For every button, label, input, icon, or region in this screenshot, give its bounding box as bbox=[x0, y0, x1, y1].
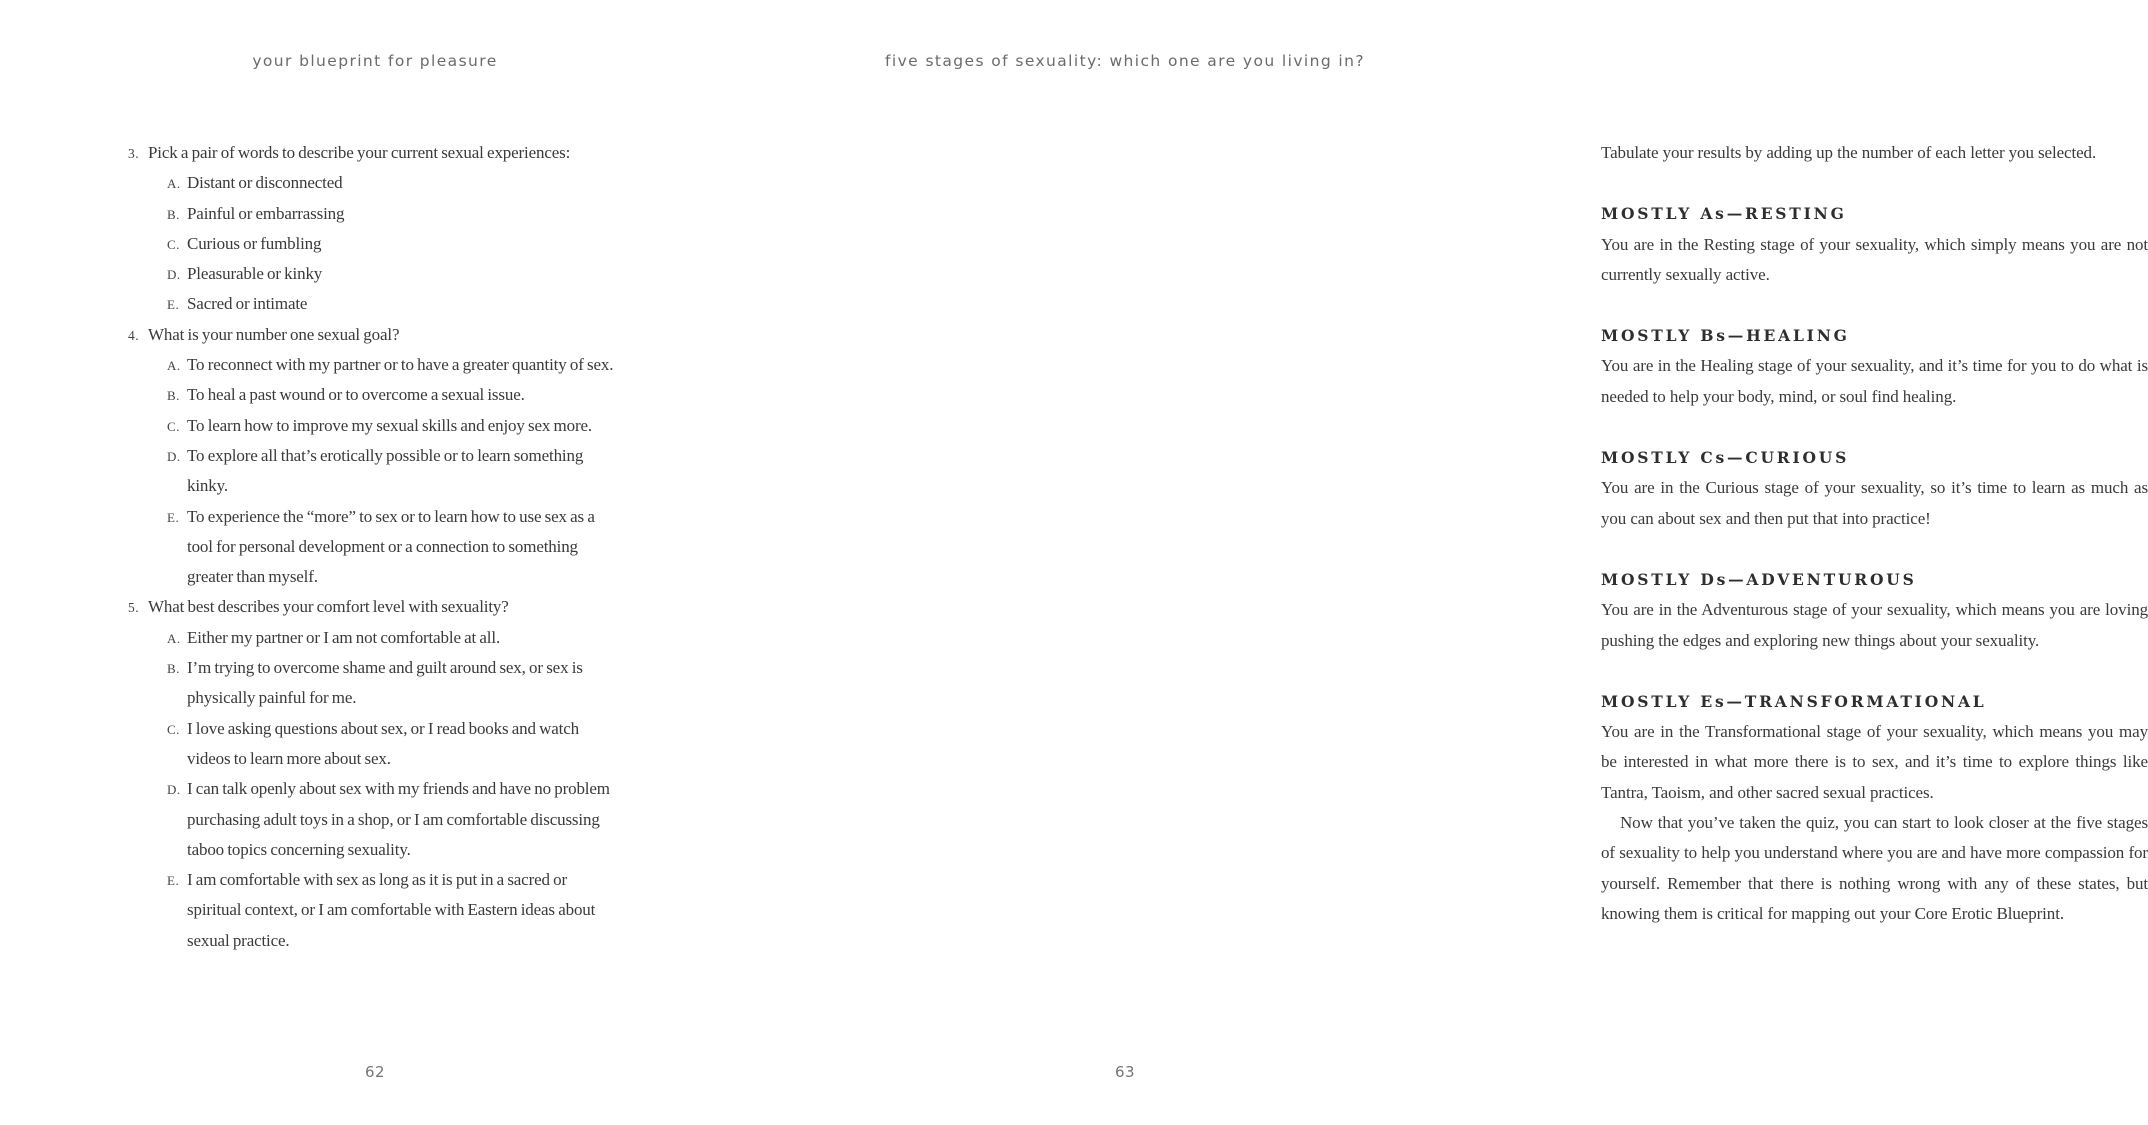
quiz-option bbox=[167, 199, 615, 229]
option-text: Distant or disconnected bbox=[187, 173, 343, 193]
stage-body-adventurous: You are in the Adventurous stage of your sexuality, which means you are loving pushing the edges and exploring new things about your sexuality. bbox=[1601, 600, 2148, 650]
option-letter: B. bbox=[167, 388, 180, 404]
option-text: Sacred or intimate bbox=[187, 294, 308, 314]
option-text: Pleasurable or kinky bbox=[187, 264, 323, 284]
quiz-option bbox=[167, 865, 615, 956]
quiz-option bbox=[167, 168, 615, 198]
option-letter: A. bbox=[167, 358, 181, 374]
stage-body-healing: You are in the Healing stage of your sexuality, and it’s time for you to do what is needed to help your body, mind, or soul find healing. bbox=[1601, 356, 2148, 406]
option-text: Either my partner or I am not comfortable at all. bbox=[187, 627, 501, 647]
option-text: To explore all that’s erotically possible or to learn something kinky. bbox=[187, 445, 584, 496]
question-number: 3. bbox=[128, 146, 140, 161]
option-text: Curious or fumbling bbox=[187, 233, 322, 253]
closing-paragraph: Now that you’ve taken the quiz, you can start to look closer at the five stages of sexuality to help you understand where you are and have more compassion for yourself. Remember that there is nothing wrong with any of these states, but knowing them is critical for mapping out your Core Erotic Blueprint. bbox=[1601, 813, 2148, 923]
question-text: Pick a pair of words to describe your current sexual experiences: bbox=[148, 143, 571, 162]
quiz-option bbox=[167, 229, 615, 259]
page-number-right: 63 bbox=[1114, 1063, 1136, 1081]
page-right bbox=[750, 0, 2148, 1125]
option-letter: B. bbox=[167, 206, 180, 222]
option-letter: E. bbox=[167, 297, 180, 313]
option-letter: E. bbox=[167, 873, 180, 889]
question-text: What best describes your comfort level with sexuality? bbox=[148, 597, 509, 617]
page-left bbox=[0, 0, 750, 1125]
results-intro: Tabulate your results by adding up the number of each letter you selected. bbox=[1601, 143, 2097, 162]
option-text: I’m trying to overcome shame and guilt around sex, or sex is physically painful for me. bbox=[187, 658, 583, 708]
stage-body-transformational: You are in the Transformational stage of your sexuality, which means you may be interested in what more there is to sex, and it’s time to explore things like Tantra, Taoism, and other sacred sexual practices. bbox=[1601, 722, 2148, 802]
stage-heading-resting: MOSTLY As—RESTING bbox=[1601, 204, 1847, 224]
quiz-option bbox=[167, 774, 615, 865]
quiz-option bbox=[167, 380, 615, 410]
page-number-left: 62 bbox=[364, 1063, 386, 1081]
option-text: To learn how to improve my sexual skills and enjoy sex more. bbox=[187, 415, 592, 435]
option-letter: A. bbox=[167, 630, 181, 646]
quiz-option bbox=[167, 350, 615, 380]
option-text: To reconnect with my partner or to have a greater quantity of sex. bbox=[187, 355, 614, 375]
quiz-option bbox=[167, 714, 615, 775]
option-text: To experience the “more” to sex or to learn how to use sex as a tool for personal development or a connection to something greater than myself. bbox=[187, 506, 595, 587]
question-text: What is your number one sexual goal? bbox=[148, 324, 400, 344]
running-head-left: your blueprint for pleasure bbox=[252, 52, 498, 70]
results-column bbox=[1601, 138, 2148, 929]
option-letter: D. bbox=[167, 782, 181, 798]
stage-heading-transformational: MOSTLY Es—TRANSFORMATIONAL bbox=[1601, 691, 1987, 711]
quiz-question bbox=[128, 320, 615, 350]
option-letter: D. bbox=[167, 448, 181, 464]
quiz-list bbox=[128, 138, 615, 956]
option-text: I love asking questions about sex, or I read books and watch videos to learn more about sex. bbox=[187, 718, 579, 768]
stage-heading-healing: MOSTLY Bs—HEALING bbox=[1601, 326, 1850, 346]
quiz-option bbox=[167, 441, 615, 502]
running-head-right: five stages of sexuality: which one are you living in? bbox=[885, 52, 1365, 70]
option-letter: A. bbox=[167, 176, 181, 192]
option-letter: D. bbox=[167, 267, 181, 283]
stage-heading-adventurous: MOSTLY Ds—ADVENTUROUS bbox=[1601, 569, 1917, 589]
stage-body-resting: You are in the Resting stage of your sexuality, which simply means you are not currently sexually active. bbox=[1601, 234, 2148, 284]
option-text: I am comfortable with sex as long as it is put in a sacred or spiritual context, or I am comfortable with Eastern ideas about sexual practice. bbox=[187, 870, 596, 950]
option-letter: B. bbox=[167, 661, 180, 677]
quiz-question bbox=[128, 592, 615, 622]
quiz-option bbox=[167, 259, 615, 289]
stage-heading-curious: MOSTLY Cs—CURIOUS bbox=[1601, 448, 1850, 468]
quiz-option bbox=[167, 623, 615, 653]
option-text: I can talk openly about sex with my friends and have no problem purchasing adult toys in a shop, or I am comfortable discussing taboo topics concerning sexuality. bbox=[187, 779, 610, 859]
option-text: Painful or embarrassing bbox=[187, 203, 345, 223]
quiz-question bbox=[128, 138, 615, 168]
option-letter: E. bbox=[167, 509, 180, 525]
quiz-option bbox=[167, 653, 615, 714]
option-letter: C. bbox=[167, 236, 180, 252]
option-letter: C. bbox=[167, 721, 180, 737]
option-text: To heal a past wound or to overcome a sexual issue. bbox=[187, 385, 525, 405]
option-letter: C. bbox=[167, 418, 180, 434]
question-number: 5. bbox=[128, 600, 140, 616]
quiz-option bbox=[167, 289, 615, 319]
quiz-option bbox=[167, 502, 615, 593]
stage-body-curious: You are in the Curious stage of your sexuality, so it’s time to learn as much as you can about sex and then put that into practice! bbox=[1601, 478, 2148, 528]
question-number: 4. bbox=[128, 327, 140, 343]
quiz-option bbox=[167, 411, 615, 441]
